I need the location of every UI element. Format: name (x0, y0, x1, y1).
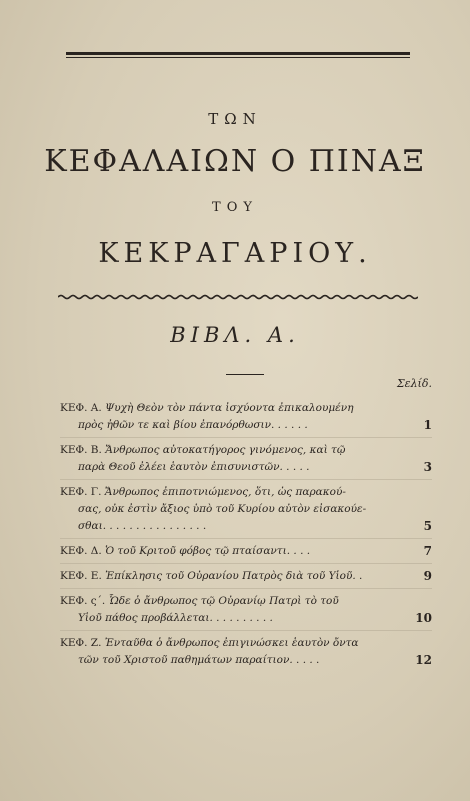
chapter-label: ΚΕΦ. Γ. (60, 486, 102, 498)
chapter-title-line: τῶν τοῦ Χριστοῦ παθημάτων παραίτιον. . . . . (78, 654, 320, 666)
ornamental-wavy-rule (58, 294, 418, 300)
chapter-title-line: Ἄνθρωπος αὐτοκατήγορος γινόμενος, καὶ τῷ (105, 444, 346, 456)
page-number: 12 (415, 653, 432, 667)
chapter-label: ΚΕΦ. ς΄. (60, 595, 106, 607)
page-number: 10 (415, 611, 432, 625)
heading-ton: ΤΩΝ (208, 110, 262, 128)
page-number: 1 (423, 418, 432, 432)
heading-title-line1: ΚΕΦΑΛΑΙΩΝ Ο ΠΙΝΑΞ (44, 144, 426, 179)
entry-divider (60, 630, 432, 631)
chapter-title-line: Ἐνταῦθα ὁ ἄνθρωπος ἐπιγινώσκει ἑαυτὸν ὄντα (104, 637, 359, 649)
toc-entry (60, 484, 432, 535)
page-number: 7 (423, 544, 432, 558)
chapter-label: ΚΕΦ. Β. (60, 444, 102, 456)
chapter-title-line: Ὁ τοῦ Κριτοῦ φόβος τῷ πταίσαντι. . . . (105, 545, 311, 557)
chapter-title-line: Ὧδε ὁ ἄνθρωπος τῷ Οὐρανίῳ Πατρὶ τὸ τοῦ (108, 595, 339, 607)
toc-entry (60, 400, 432, 434)
toc-entry (60, 635, 432, 669)
toc-entry (60, 568, 432, 585)
chapter-title-line: παρὰ Θεοῦ ἐλέει ἑαυτὸν ἐπισυνιστῶν. . . . . (78, 461, 310, 473)
chapter-title-line: σθαι. . . . . . . . . . . . . . . . (78, 520, 207, 532)
entry-divider (60, 437, 432, 438)
page-column-label: Σελίδ. (396, 377, 432, 390)
page-number: 9 (423, 569, 432, 583)
entry-divider (60, 588, 432, 589)
chapter-label: ΚΕΦ. Δ. (60, 545, 102, 557)
toc-entry (60, 543, 432, 560)
book-label: ΒΙΒΛ. Α. (170, 323, 300, 347)
chapter-label: ΚΕΦ. Ζ. (60, 637, 102, 649)
heading-title-line2: ΚΕΚΡΑΓΑΡΙΟΥ. (98, 238, 372, 269)
chapter-title-line: Ψυχὴ Θεὸν τὸν πάντα ἰσχύοντα ἐπικαλουμένη (105, 402, 354, 414)
chapter-title-line: σας, οὐκ ἐστὶν ἄξιος ὑπὸ τοῦ Κυρίου αὐτὸν εἰσακούε- (78, 503, 367, 515)
page-number: 5 (423, 519, 432, 533)
chapter-title-line: Ἐπίκλησις τοῦ Οὐρανίου Πατρὸς διὰ τοῦ Υἱοῦ. . (105, 570, 363, 582)
chapter-label: ΚΕΦ. Ε. (60, 570, 102, 582)
chapter-label: ΚΕΦ. Α. (60, 402, 102, 414)
chapter-title-line: Υἱοῦ πάθος προβάλλεται. . . . . . . . . . (78, 612, 273, 624)
chapter-title-line: πρὸς ἠθῶν τε καὶ βίου ἐπανόρθωσιν. . . . . . (78, 419, 308, 431)
entry-divider (60, 538, 432, 539)
toc-entry (60, 442, 432, 476)
heading-tou: ΤΟΥ (212, 200, 258, 215)
entry-divider (60, 479, 432, 480)
entry-divider (60, 563, 432, 564)
top-double-rule (66, 52, 410, 58)
chapter-title-line: Ἄνθρωπος ἐπιποτνιώμενος, ὅτι, ὡς παρακού- (104, 486, 346, 498)
table-of-contents (60, 400, 432, 669)
page-number: 3 (423, 460, 432, 474)
short-rule (226, 374, 264, 375)
toc-entry (60, 593, 432, 627)
